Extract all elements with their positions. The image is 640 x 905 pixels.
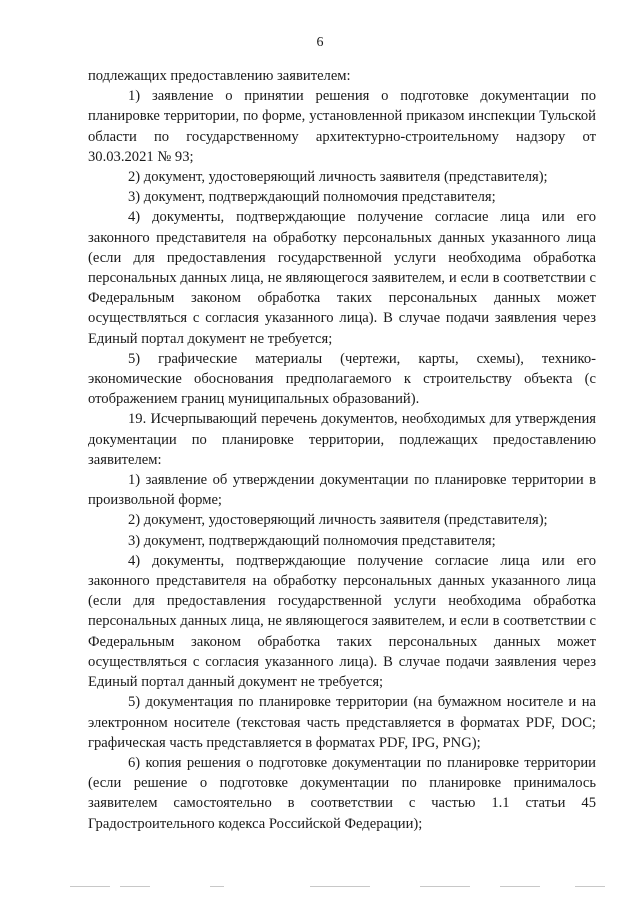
paragraph-19-item-2: 2) документ, удостоверяющий личность заявителя (представителя); (128, 512, 548, 529)
scan-mark (575, 886, 605, 887)
paragraph-section-19: 19. Исчерпывающий перечень документов, необходимых для утверждения документации по планировке территории, подлежащих предоставлению заявителем: (88, 411, 596, 468)
paragraph-continuation: подлежащих предоставлению заявителем: (88, 68, 351, 84)
page-number: 6 (316, 35, 324, 50)
scan-footer-marks (30, 884, 620, 890)
scan-mark (500, 886, 540, 887)
paragraph-19-item-4: 4) документы, подтверждающие получение согласие лица или его законного представителя на обработку персональных данных указанного лица (если для предоставления государственной услуги необходима обработка персональных данных лица, не являющегося заявителем, и если в соответствии с Федеральным законом обработка таких персональных данных может осуществляться с согласия указанного лица). В случае подачи заявления через Единый портал данный документ не требуется; (88, 552, 596, 691)
paragraph-19-item-5: 5) документация по планировке территории (на бумажном носителе и на электронном носителе (текстовая часть представляется в форматах PDF, DOC; графическая часть представляется в форматах PDF, IPG, PNG); (88, 694, 596, 751)
paragraph-item-1: 1) заявление о принятии решения о подготовке документации по планировке территории, по форме, установленной приказом инспекции Тульской области по государственному архитектурно-строительному надзору от 30.03.2021 № 93; (88, 88, 596, 165)
scan-mark (310, 886, 370, 887)
paragraph-19-item-6: 6) копия решения о подготовке документации по планировке территории (если решение о подготовке документации по планировке принималось заявителем самостоятельно в соответствии с частью 1.1 статьи 45 Градостроительного кодекса Российской Федерации); (88, 754, 596, 832)
document-body (88, 66, 596, 834)
paragraph-item-3: 3) документ, подтверждающий полномочия представителя; (128, 189, 496, 206)
paragraph-19-item-1: 1) заявление об утверждении документации по планировке территории в произвольной форме; (88, 472, 596, 509)
scan-mark (420, 886, 470, 887)
scan-mark (210, 886, 224, 887)
paragraph-item-5: 5) графические материалы (чертежи, карты, схемы), технико-экономические обоснования предполагаемого к строительству объекта (с отображением границ муниципальных образований). (88, 350, 596, 408)
paragraph-item-4: 4) документы, подтверждающие получение согласие лица или его законного представителя на обработку персональных данных указанного лица (если для предоставления государственной услуги необходима обработка персональных данных лица, не являющегося заявителем, и если в соответствии с Федеральным законом обработка таких персональных данных может осуществляться с согласия указанного лица). В случае подачи заявления через Единый портал документ не требуется; (88, 209, 596, 347)
paragraph-item-2: 2) документ, удостоверяющий личность заявителя (представителя); (128, 169, 548, 186)
paragraph-19-item-3: 3) документ, подтверждающий полномочия представителя; (128, 532, 496, 549)
scan-mark (70, 886, 110, 887)
scan-mark (120, 886, 150, 887)
